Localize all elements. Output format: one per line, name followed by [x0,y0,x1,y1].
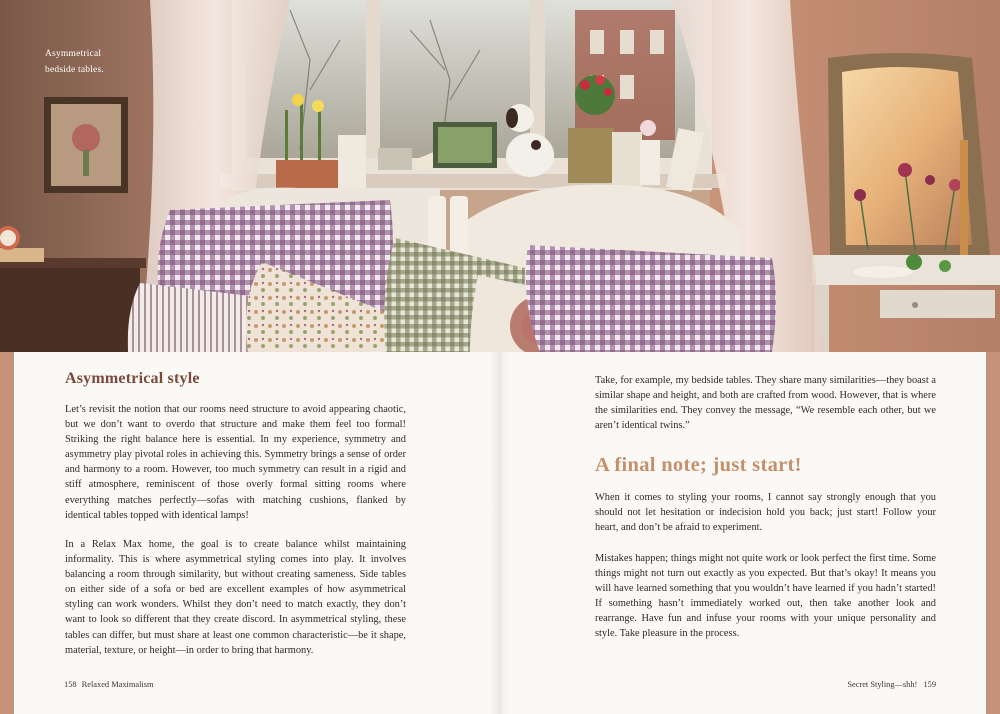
page-number-left: 158 [64,680,77,689]
right-paragraph-1: When it comes to styling your rooms, I cannot say strongly enough that you should not let hesitation or indecision hold you back; just start! Follow your heart, and don’t be afraid to experiment. [595,492,936,534]
book-gutter-shadow [490,352,510,714]
left-paragraph-2: In a Relax Max home, the goal is to create balance whilst maintaining informality. This is where asymmetrical styling comes into play. It involves balancing a room through similarity, but without creating sameness. Side tables on either side of a sofa or bed are excellent examples of how asymmetrical styling can work wonders. Whilst they don’t need to match exactly, they don’t want to look so different that they create discord. In asymmetrical styling, these tables can differ, but must share at least one common characteristic—be it shape, material, texture, or height—in order to bring that harmony. [65,539,406,656]
right-intro-paragraph: Take, for example, my bedside tables. They share many similarities—they boast a similar shape and height, and both are crafted from wood. However, that is where the similarities end. They convey the message, “We resemble each other, but we aren’t identical twins.” [595,375,936,432]
heading-final-note: A final note; just start! [595,454,802,476]
right-paragraph-2: Mistakes happen; things might not quite work or look perfect the first time. Some things might not turn out exactly as you expected. But that’s okay! It means you will have learned something that you wouldn’t have learned if you hadn’t started! If something hasn’t immediately worked out, then take another look and rearrange. Have fun and infuse your rooms with your unique personality and style. Take pleasure in the process. [595,553,936,640]
caption-line-1: Asymmetrical [45,49,102,59]
right-page [499,352,986,714]
heading-asymmetrical-style: Asymmetrical style [65,370,200,387]
caption-line-2: bedside tables. [45,65,104,75]
left-paragraph-1: Let’s revisit the notion that our rooms need structure to avoid appearing chaotic, but we don’t want to overdo that structure and make them feel too formal! Striking the right balance here is essential. In my experience, symmetry and asymmetry play pivotal roles in achieving this. Symmetry brings a sense of order and harmony to a room. However, too much symmetry can result in a rigid and stiff atmosphere, reminiscent of those overly formal sitting rooms where everything matches perfectly—sofas with matching cushions, flanked by identical tables topped with identical lamps! [65,404,406,521]
folio-left [64,680,154,689]
left-page [14,352,499,714]
running-title-right: Secret Styling—shh! [847,680,918,689]
photo-caption [45,46,165,78]
folio-right [847,680,936,689]
page-number-right: 159 [923,680,936,689]
bedroom-photo [0,0,1000,352]
running-title-left: Relaxed Maximalism [81,680,154,689]
